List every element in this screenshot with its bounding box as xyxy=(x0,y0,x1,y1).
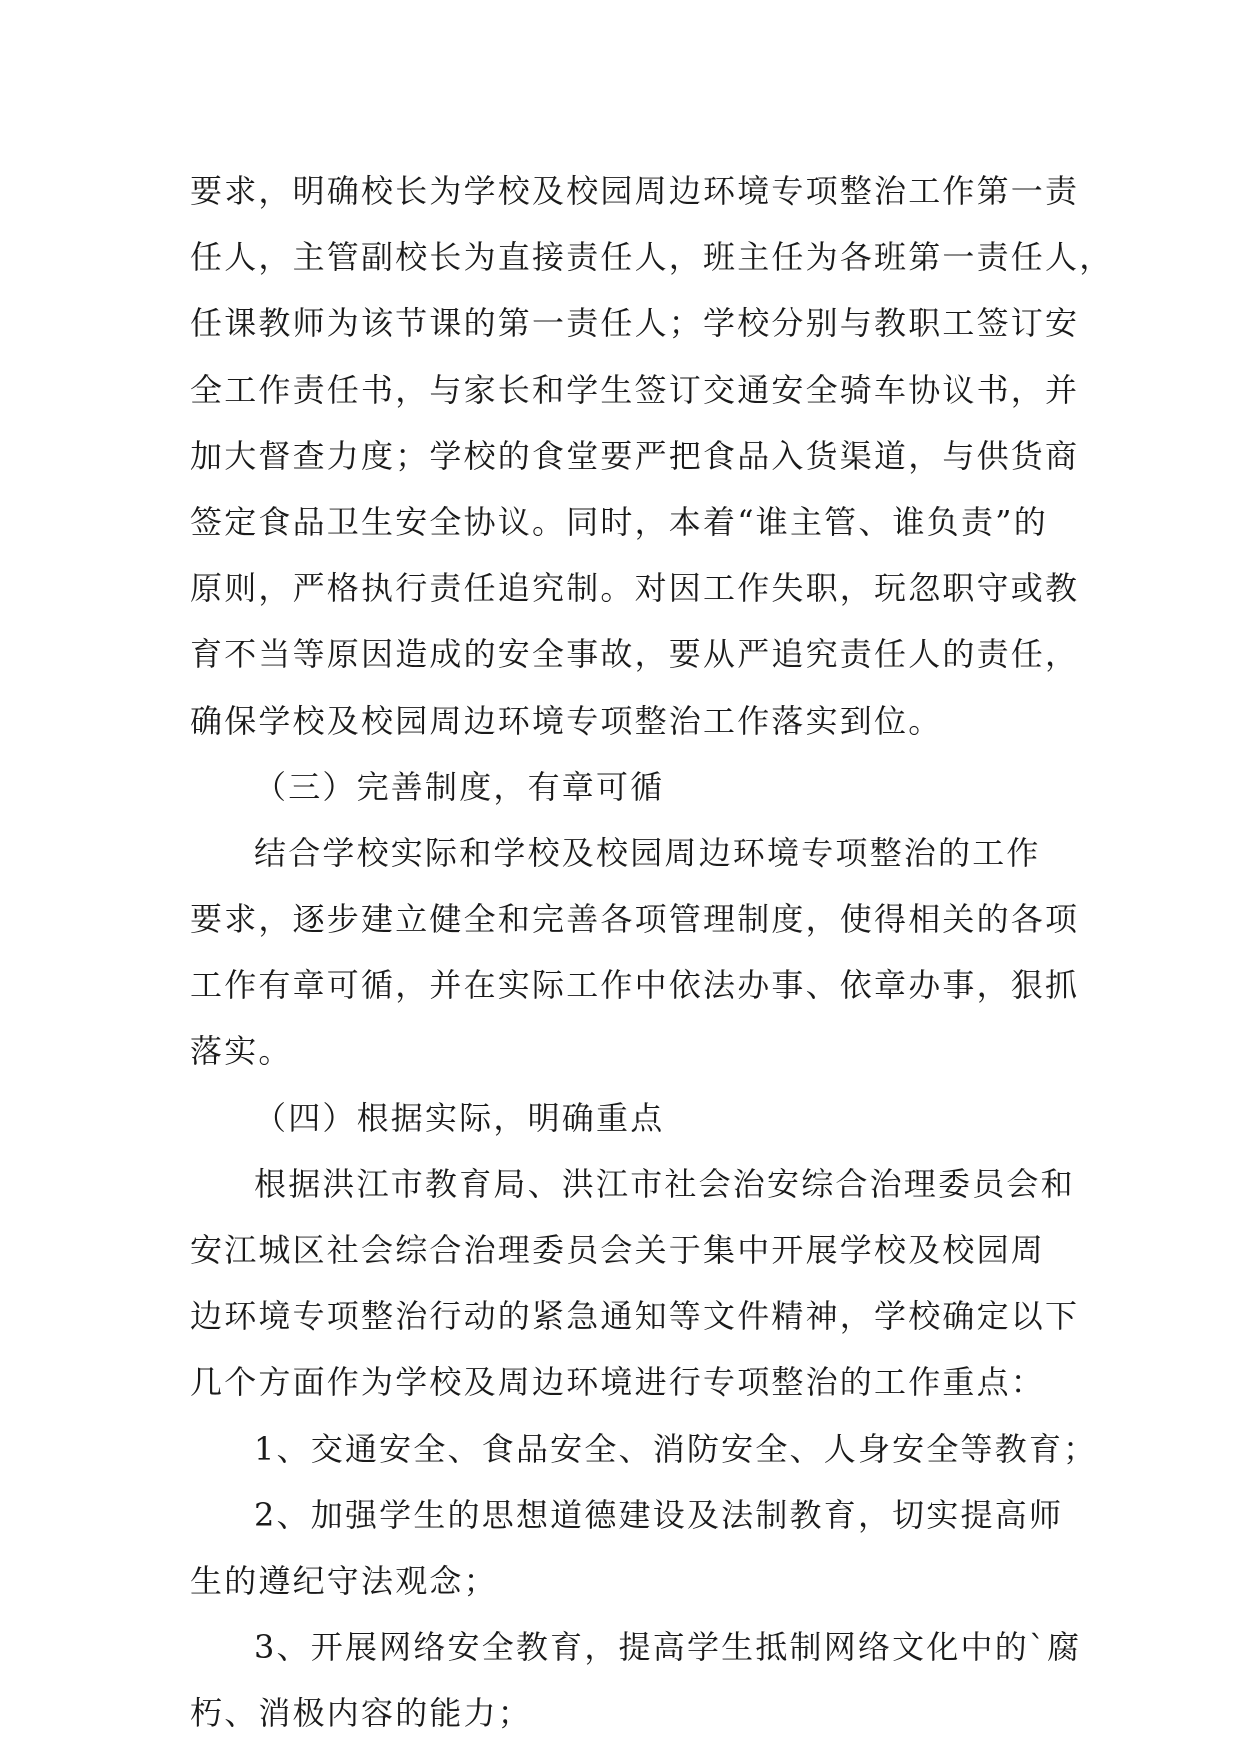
text-line: 全工作责任书，与家长和学生签订交通安全骑车协议书，并 xyxy=(190,370,1080,409)
text-line: 结合学校实际和学校及校园周边环境专项整治的工作 xyxy=(254,833,1041,872)
text-line: 安江城区社会综合治理委员会关于集中开展学校及校园周 xyxy=(190,1231,1046,1269)
text-line: 边环境专项整治行动的紧急通知等文件精神，学校确定以下 xyxy=(190,1297,1080,1336)
text-line: （四）根据实际，明确重点 xyxy=(254,1098,665,1137)
text-line: 朽、消极内容的能力； xyxy=(190,1694,533,1733)
text-line: 任课教师为该节课的第一责任人；学校分别与教职工签订安 xyxy=(190,304,1080,343)
text-line: 几个方面作为学校及周边环境进行专项整治的工作重点： xyxy=(190,1363,1046,1402)
text-line: 2、加强学生的思想道德建设及法制教育，切实提高师 xyxy=(254,1495,1064,1534)
text-line: 育不当等原因造成的安全事故，要从严追究责任人的责任， xyxy=(190,635,1080,674)
text-line: 1、交通安全、食品安全、消防安全、人身安全等教育； xyxy=(254,1429,1098,1468)
text-line: （三）完善制度，有章可循 xyxy=(254,767,665,806)
text-line: 要求，逐步建立健全和完善各项管理制度，使得相关的各项 xyxy=(190,900,1080,939)
document-body xyxy=(190,158,1114,1747)
text-line: 确保学校及校园周边环境专项整治工作落实到位。 xyxy=(190,701,943,740)
text-line: 生的遵纪守法观念； xyxy=(190,1561,498,1600)
text-line: 签定食品卫生安全协议。同时，本着“谁主管、谁负责”的 xyxy=(190,502,1048,541)
text-line: 加大督查力度；学校的食堂要严把食品入货渠道，与供货商 xyxy=(190,436,1080,475)
text-line: 原则，严格执行责任追究制。对因工作失职，玩忽职守或教 xyxy=(190,569,1080,608)
text-line: 3、开展网络安全教育，提高学生抵制网络文化中的`腐 xyxy=(254,1628,1082,1667)
text-line: 工作有章可循，并在实际工作中依法办事、依章办事，狠抓 xyxy=(190,966,1080,1005)
text-line: 落实。 xyxy=(190,1032,293,1071)
text-line: 根据洪江市教育局、洪江市社会治安综合治理委员会和 xyxy=(254,1164,1075,1203)
text-line: 要求，明确校长为学校及校园周边环境专项整治工作第一责 xyxy=(190,172,1080,210)
text-line: 任人，主管副校长为直接责任人，班主任为各班第一责任人， xyxy=(190,238,1114,277)
